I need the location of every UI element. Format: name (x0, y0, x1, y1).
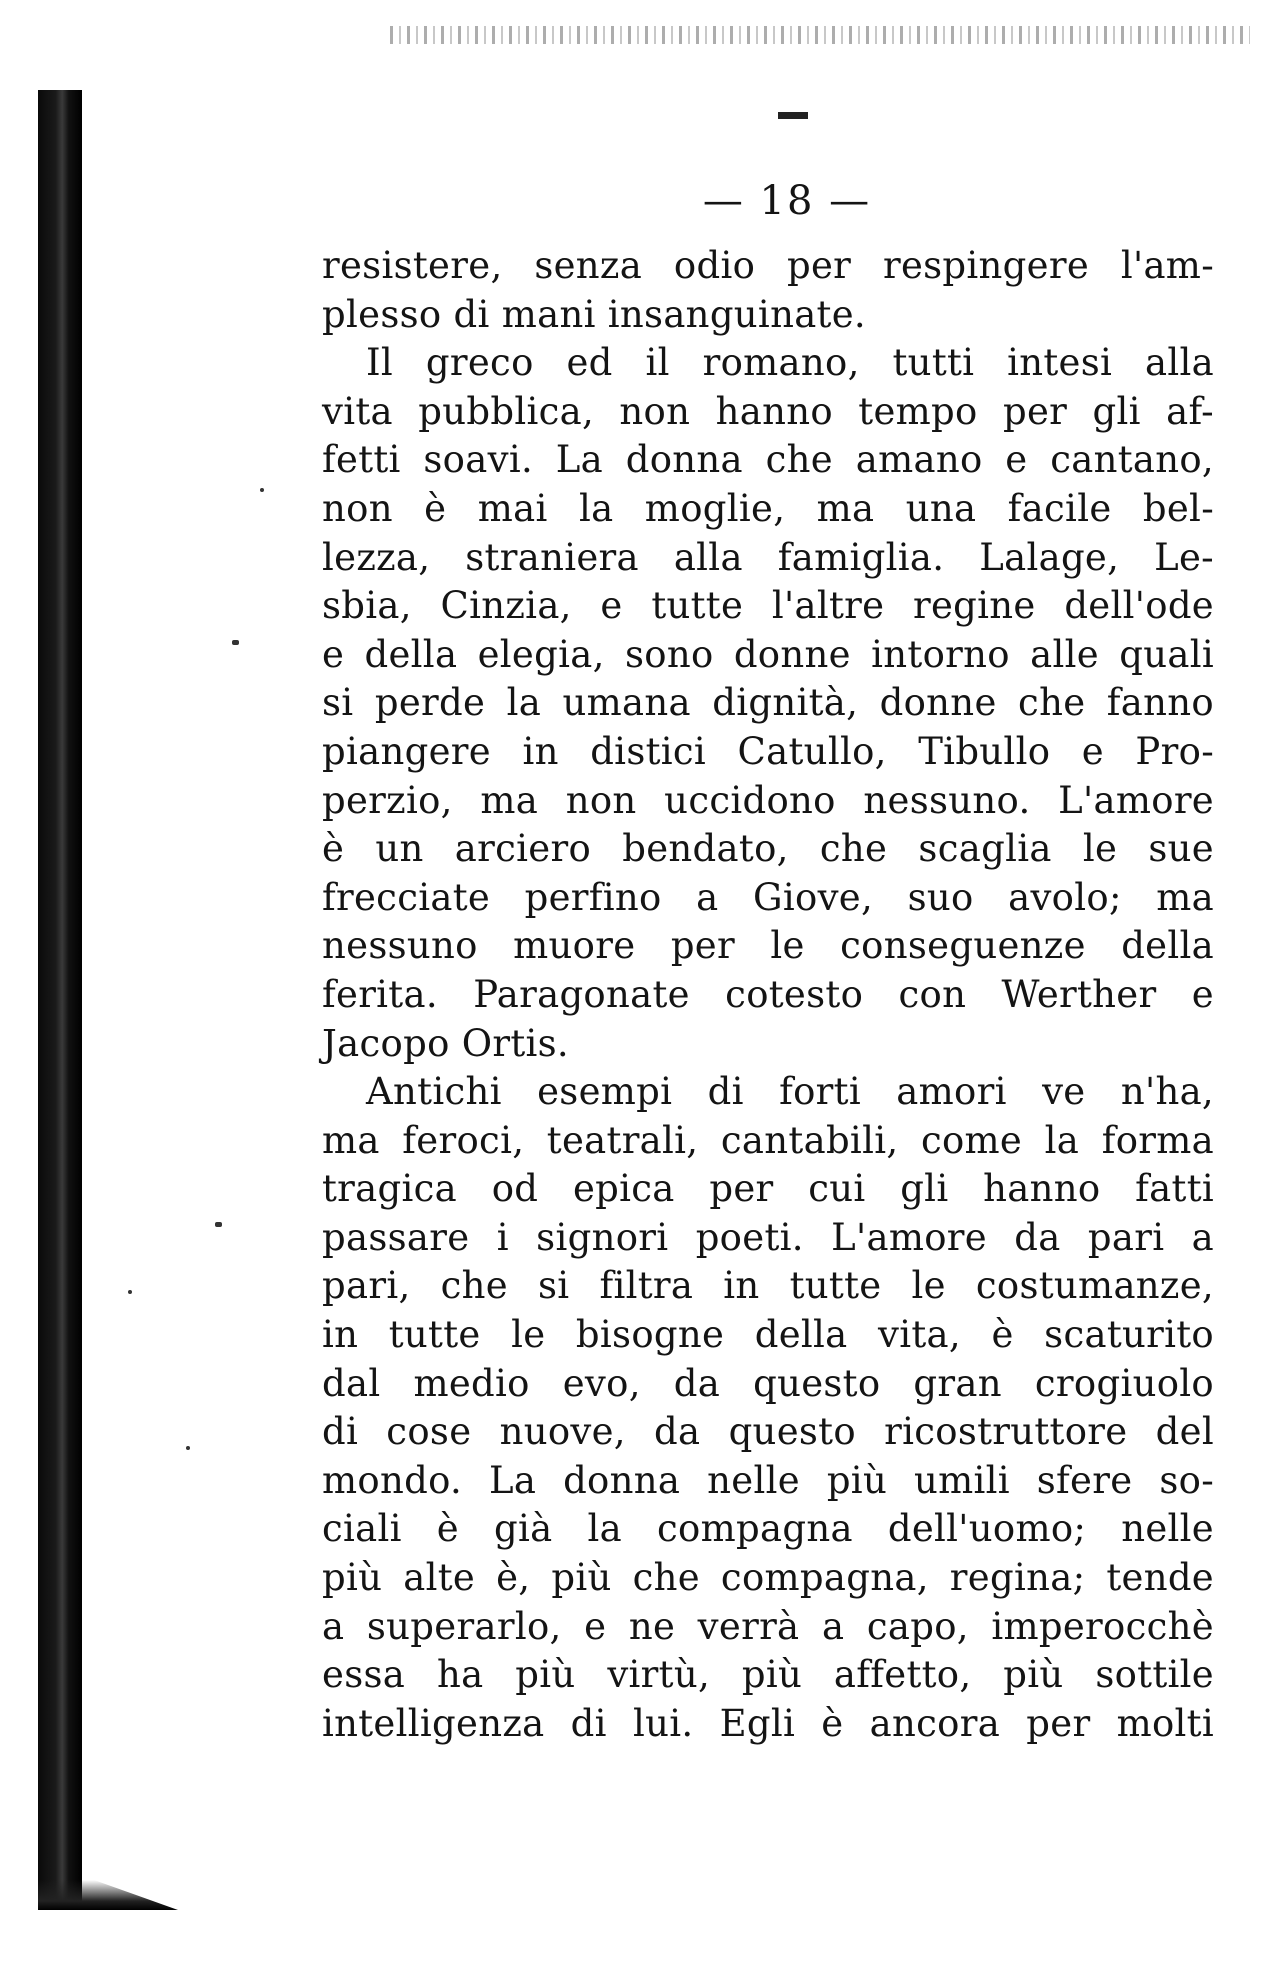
ink-speck (186, 1446, 190, 1450)
text-line: fetti soavi. La donna che amano e cantano, (322, 438, 1214, 482)
text-line: è un arciero bendato, che scaglia le sue (322, 827, 1214, 871)
text-line: Il greco ed il romano, tutti intesi alla (366, 341, 1214, 385)
text-line: a superarlo, e ne verrà a capo, imperocchè (322, 1604, 1214, 1648)
text-line: ma feroci, teatrali, cantabili, come la forma (322, 1118, 1214, 1162)
text-line: non è mai la moglie, ma una facile bel- (322, 486, 1214, 530)
text-line: perzio, ma non uccidono nessuno. L'amore (322, 778, 1214, 822)
text-line: piangere in distici Catullo, Tibullo e Pro- (322, 729, 1214, 773)
page-number: — 18 — (702, 178, 872, 224)
text-line: vita pubblica, non hanno tempo per gli af- (322, 389, 1214, 433)
book-spine (38, 90, 82, 1910)
text-line: dal medio evo, da questo gran crogiuolo (322, 1361, 1214, 1405)
text-line: di cose nuove, da questo ricostruttore del (322, 1410, 1214, 1454)
ink-speck (260, 488, 264, 492)
text-line: tragica od epica per cui gli hanno fatti (322, 1167, 1214, 1211)
text-line: Antichi esempi di forti amori ve n'ha, (366, 1070, 1214, 1114)
text-line: Jacopo Ortis. (322, 1021, 569, 1065)
text-line: più alte è, più che compagna, regina; tende (322, 1556, 1214, 1600)
text-line: ferita. Paragonate cotesto con Werther e (322, 972, 1214, 1016)
text-line: si perde la umana dignità, donne che fanno (322, 681, 1214, 725)
text-line: frecciate perfino a Giove, suo avolo; ma (322, 875, 1214, 919)
text-line: nessuno muore per le conseguenze della (322, 924, 1214, 968)
text-line: plesso di mani insanguinate. (322, 292, 866, 336)
text-line: lezza, straniera alla famiglia. Lalage, Le- (322, 535, 1214, 579)
text-line: mondo. La donna nelle più umili sfere so- (322, 1458, 1214, 1502)
text-line: intelligenza di lui. Egli è ancora per molti (322, 1701, 1214, 1745)
body-text (322, 242, 1214, 1748)
text-line: essa ha più virtù, più affetto, più sottile (322, 1653, 1214, 1697)
ink-speck (128, 1290, 132, 1294)
text-line: ciali è già la compagna dell'uomo; nelle (322, 1507, 1214, 1551)
text-line: sbia, Cinzia, e tutte l'altre regine dell'ode (322, 584, 1214, 628)
text-line: passare i signori poeti. L'amore da pari a (322, 1215, 1214, 1259)
text-line: e della elegia, sono donne intorno alle quali (322, 632, 1214, 676)
text-line: in tutte le bisogne della vita, è scaturito (322, 1313, 1214, 1357)
text-line: pari, che si filtra in tutte le costumanze, (322, 1264, 1214, 1308)
ink-mark (778, 112, 808, 119)
ink-speck (215, 1222, 222, 1227)
book-spine-foot (38, 1880, 178, 1910)
ink-speck (232, 640, 239, 645)
text-line: resistere, senza odio per respingere l'am- (322, 244, 1214, 287)
scan-noise (390, 26, 1250, 44)
